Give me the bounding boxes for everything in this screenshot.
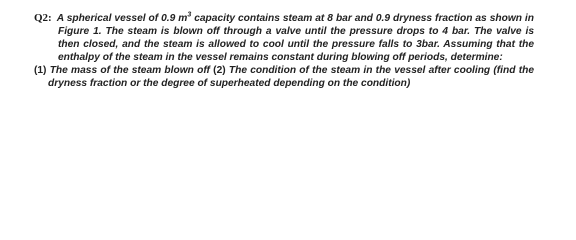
question-block <box>34 12 534 90</box>
stem-superscript: 3 <box>187 11 192 19</box>
question-parts <box>34 64 534 90</box>
stem-text-part1: A spherical vessel of 0.9 m <box>56 13 188 24</box>
question-stem <box>34 12 534 64</box>
question-number: Q2: <box>34 12 52 24</box>
stem-text-part2: capacity contains steam at 8 bar and 0.9 dryness fraction as shown in Figure 1. The steam is blown off through a valve until the pressure drops to 4 bar. The valve is then closed, and the steam is allowed to cool until the pressure falls to 3bar. Assuming that the enthalpy of the steam in the vessel remains constant during blowing off periods, determine: <box>58 13 534 63</box>
part-2-text: The condition of the steam in the vessel after cooling (find the dryness fraction or the degree of superheated depending on the condition) <box>48 65 534 89</box>
part-2-number: (2) <box>213 65 226 76</box>
part-1-number: (1) <box>34 65 47 76</box>
part-1-text: The mass of the steam blown off <box>46 65 214 76</box>
